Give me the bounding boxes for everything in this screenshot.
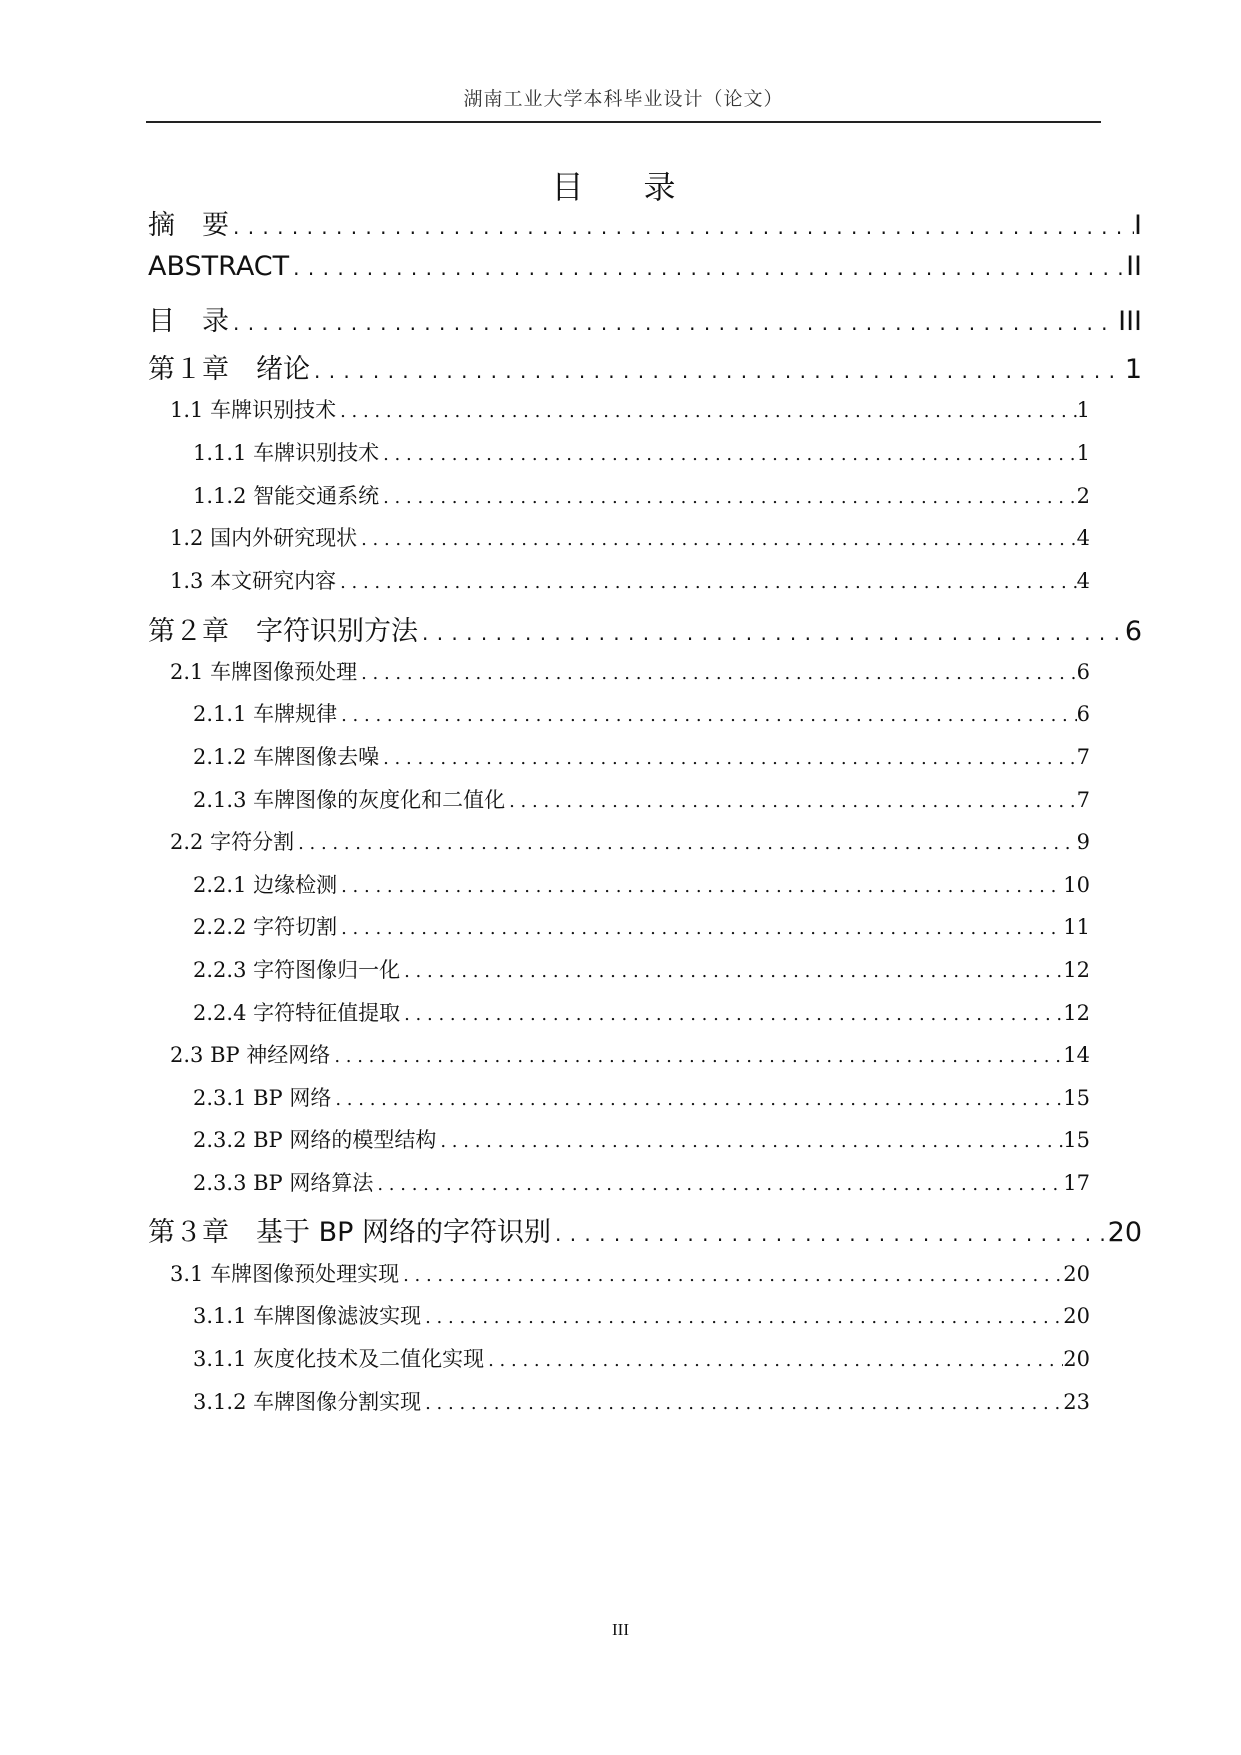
dot-leader [421,1393,1063,1414]
toc-entry-page: 9 [1076,830,1090,854]
toc-entry[interactable] [193,1124,1090,1154]
toc-entry-title: 1.2 国内外研究现状 [170,526,358,550]
toc-entry-page: II [1126,251,1142,282]
dot-leader [551,1222,1108,1246]
toc-entry-title: 3.1.2 车牌图像分割实现 [193,1390,422,1414]
dot-leader [505,791,1077,812]
toc-entry[interactable] [193,1082,1090,1112]
toc-entry-title: 3.1.1 灰度化技术及二值化实现 [193,1347,485,1371]
toc-entry-page: 7 [1076,788,1090,812]
toc-entry-title: 摘 要 [148,210,229,241]
toc-entry-title: 2.2.1 边缘检测 [193,873,338,897]
toc-entry-page: 2 [1076,484,1090,508]
toc-entry[interactable] [148,251,1142,282]
toc-entry-page: 4 [1076,569,1090,593]
toc-entry[interactable] [193,997,1090,1027]
toc-entry[interactable] [193,1167,1090,1197]
dot-leader [336,572,1077,593]
toc-entry-page: 4 [1076,526,1090,550]
toc-entry-title: 2.2.4 字符特征值提取 [193,1001,401,1025]
toc-entry[interactable] [193,437,1090,467]
toc-entry[interactable] [193,1386,1090,1416]
toc-entry-page: 12 [1063,1001,1090,1025]
dot-leader [373,1174,1063,1195]
toc-entry[interactable] [193,1343,1090,1373]
toc-entry[interactable] [170,826,1090,856]
dot-leader [379,487,1077,508]
toc-entry[interactable] [193,741,1090,771]
dot-leader [379,748,1077,769]
toc-entry[interactable] [148,609,1142,648]
toc-entry[interactable] [148,347,1142,386]
toc-entry-title: 2.3.2 BP 网络的模型结构 [193,1128,437,1152]
toc-entry-page: 7 [1076,745,1090,769]
toc-entry-page: 17 [1063,1171,1090,1195]
dot-leader [337,705,1077,726]
toc-entry[interactable] [170,656,1090,686]
toc-entry-title: 1.1.1 车牌识别技术 [193,441,380,465]
toc-entry-page: 11 [1063,915,1090,939]
toc-entry-page: 6 [1124,616,1142,647]
toc-entry-title: 2.2.2 字符切割 [193,915,338,939]
toc-entry[interactable] [193,1300,1090,1330]
dot-leader [357,663,1077,684]
toc-entry-title: ABSTRACT [148,251,290,282]
toc-entry[interactable] [170,522,1090,552]
dot-leader [289,256,1126,280]
toc-entry-title: 第１章 绪论 [148,354,310,385]
toc-entry[interactable] [170,394,1090,424]
toc-entry-page: I [1134,210,1142,241]
toc-entry-title: 3.1 车牌图像预处理实现 [170,1262,400,1286]
dot-leader [400,961,1063,982]
page-number: III [612,1620,629,1639]
toc-entry-title: 1.1 车牌识别技术 [170,398,337,422]
toc-entry-page: 15 [1063,1086,1090,1110]
dot-leader [399,1265,1063,1286]
dot-leader [436,1131,1063,1152]
toc-entry-page: 10 [1063,873,1090,897]
toc-entry-title: 2.2.3 字符图像归一化 [193,958,401,982]
toc-entry-page: 14 [1063,1043,1090,1067]
toc-title: 目 录 [551,168,690,206]
toc-entry-title: 2.3.1 BP 网络 [193,1086,332,1110]
toc-entry-title: 第３章 基于 BP 网络的字符识别 [148,1217,551,1248]
toc-entry-page: 20 [1063,1347,1090,1371]
toc-entry[interactable] [193,954,1090,984]
toc-entry-page: 1 [1076,398,1090,422]
toc-entry-title: 2.2 字符分割 [170,830,295,854]
dot-leader [357,529,1077,550]
dot-leader [379,444,1077,465]
toc-entry-page: 1 [1076,441,1090,465]
toc-entry[interactable] [193,480,1090,510]
toc-entry-page: 15 [1063,1128,1090,1152]
toc-entry-title: 2.3.3 BP 网络算法 [193,1171,374,1195]
toc-entry[interactable] [148,203,1142,242]
toc-entry-page: III [1118,306,1142,337]
toc-entry-page: 20 [1063,1262,1090,1286]
toc-entry-title: 1.3 本文研究内容 [170,569,337,593]
toc-entry-page: 1 [1124,354,1142,385]
dot-leader [229,215,1134,239]
toc-entry[interactable] [170,565,1090,595]
dot-leader [331,1089,1063,1110]
toc-entry[interactable] [170,1039,1090,1069]
dot-leader [294,833,1077,854]
dot-leader [330,1046,1063,1067]
dot-leader [418,621,1125,645]
dot-leader [421,1307,1063,1328]
dot-leader [484,1350,1063,1371]
dot-leader [337,876,1063,897]
toc-entry[interactable] [193,784,1090,814]
toc-entry-page: 12 [1063,958,1090,982]
dot-leader [337,918,1063,939]
toc-entry[interactable] [170,1258,1090,1288]
toc-entry-page: 20 [1063,1304,1090,1328]
toc-entry-title: 3.1.1 车牌图像滤波实现 [193,1304,422,1328]
dot-leader [400,1004,1063,1025]
dot-leader [310,359,1125,383]
toc-entry-title: 2.1.3 车牌图像的灰度化和二值化 [193,788,506,812]
toc-entry[interactable] [193,869,1090,899]
toc-entry-page: 23 [1063,1390,1090,1414]
toc-entry[interactable] [193,911,1090,941]
toc-entry-page: 20 [1107,1217,1142,1248]
toc-entry[interactable] [148,299,1142,338]
toc-entry-page: 6 [1076,660,1090,684]
toc-entry-title: 2.3 BP 神经网络 [170,1043,331,1067]
toc-entry-title: 1.1.2 智能交通系统 [193,484,380,508]
running-header: 湖南工业大学本科毕业设计（论文） [463,88,784,110]
toc-entry-title: 第２章 字符识别方法 [148,616,418,647]
toc-entry-title: 2.1.2 车牌图像去噪 [193,745,380,769]
toc-entry-title: 2.1.1 车牌规律 [193,702,338,726]
toc-entry-title: 目 录 [148,306,229,337]
dot-leader [336,401,1077,422]
dot-leader [229,311,1118,335]
toc-entry[interactable] [193,698,1090,728]
toc-entry[interactable] [148,1210,1142,1249]
toc-entry-title: 2.1 车牌图像预处理 [170,660,358,684]
toc-entry-page: 6 [1076,702,1090,726]
